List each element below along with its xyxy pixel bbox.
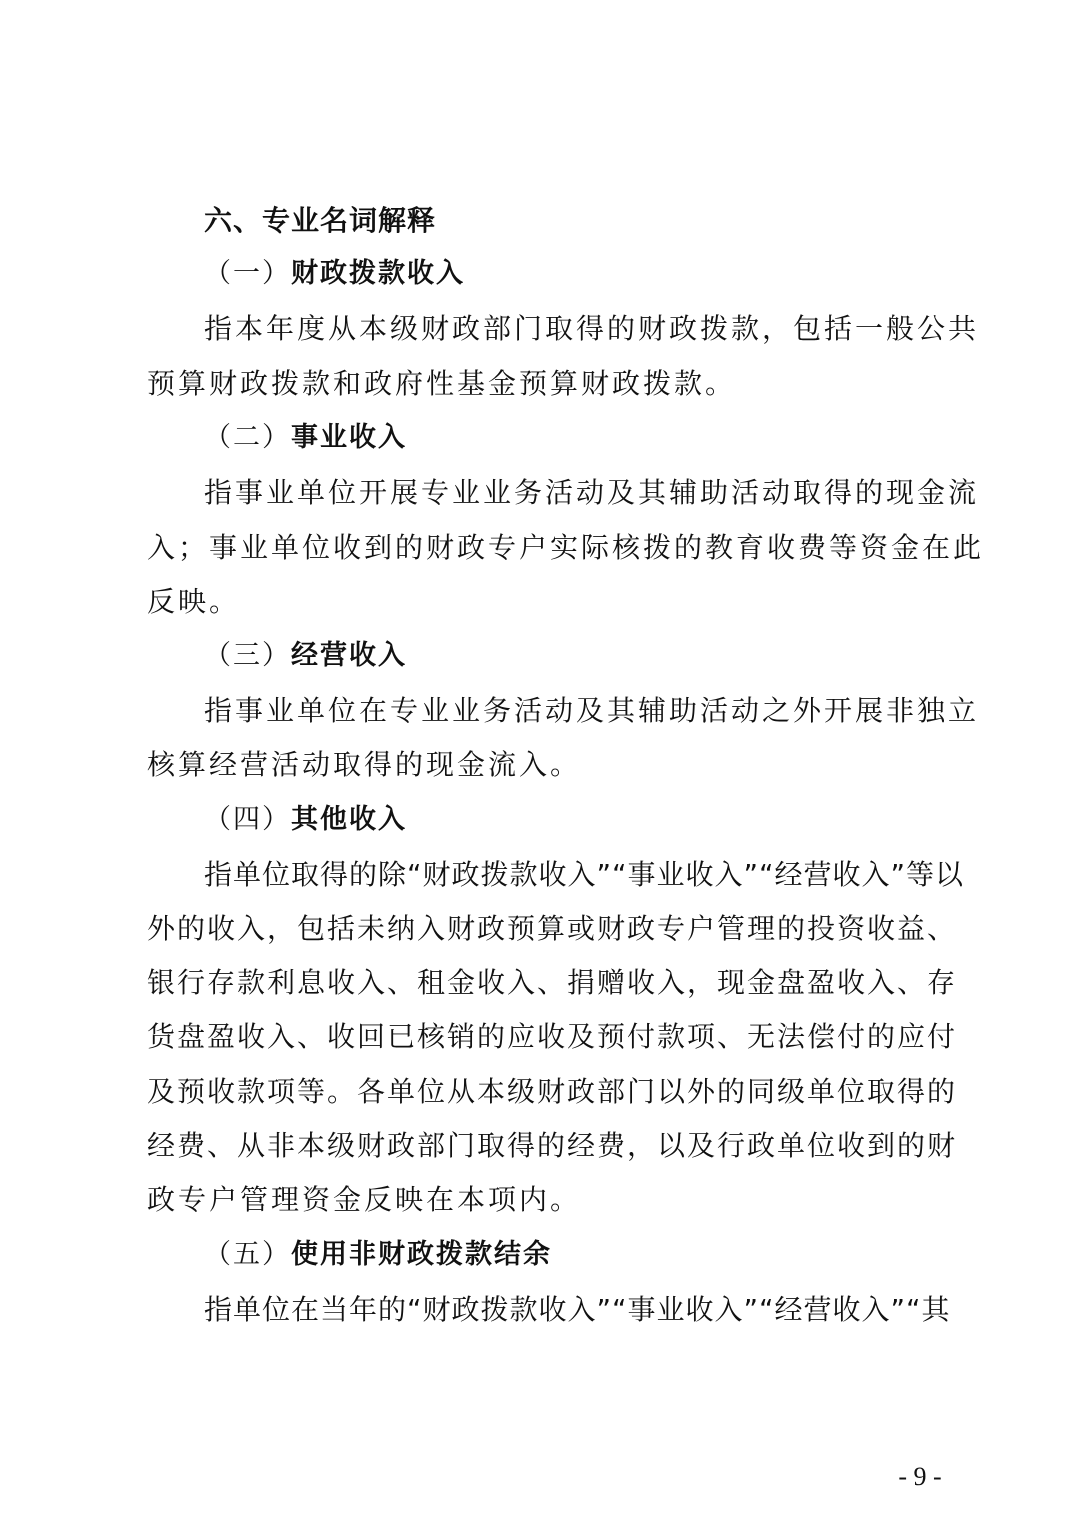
- subsection-title: [204, 418, 407, 458]
- subsection-name: 使用非财政拨款结余: [291, 1239, 552, 1270]
- subsection-number: （四）: [204, 804, 291, 835]
- subsection-name: 事业收入: [291, 422, 407, 453]
- paragraph-line: 经费、从非本级财政部门取得的经费，以及行政单位收到的财: [147, 1129, 958, 1162]
- subsection-number: （二）: [204, 422, 291, 453]
- paragraph-line: 指本年度从本级财政部门取得的财政拨款，包括一般公共: [204, 312, 980, 345]
- paragraph-line: 政专户管理资金反映在本项内。: [147, 1183, 582, 1216]
- paragraph-line: 及预收款项等。各单位从本级财政部门以外的同级单位取得的: [147, 1075, 958, 1108]
- subsection-title: [204, 636, 407, 676]
- subsection-number: （一）: [204, 258, 291, 289]
- paragraph-line: 核算经营活动取得的现金流入。: [147, 748, 582, 781]
- subsection-number: （五）: [204, 1239, 291, 1270]
- paragraph-line: 货盘盈收入、收回已核销的应收及预付款项、无法偿付的应付: [147, 1020, 958, 1053]
- subsection-title: [204, 1235, 552, 1275]
- subsection-number: （三）: [204, 640, 291, 671]
- subsection-name: 财政拨款收入: [291, 258, 465, 289]
- subsection-name: 经营收入: [291, 640, 407, 671]
- paragraph-line: 指单位在当年的“财政拨款收入”“事业收入”“经营收入”“其: [204, 1293, 951, 1326]
- page-number: - 9 -: [898, 1462, 942, 1491]
- paragraph-line: 银行存款利息收入、租金收入、捐赠收入，现金盘盈收入、存: [147, 966, 958, 999]
- paragraph-line: 外的收入，包括未纳入财政预算或财政专户管理的投资收益、: [147, 912, 958, 945]
- paragraph-line: 指单位取得的除“财政拨款收入”“事业收入”“经营收入”等以: [204, 858, 965, 891]
- paragraph-line: 指事业单位在专业业务活动及其辅助活动之外开展非独立: [204, 694, 980, 727]
- paragraph-line: 指事业单位开展专业业务活动及其辅助活动取得的现金流: [204, 476, 980, 509]
- subsection-title: [204, 800, 407, 840]
- subsection-title: [204, 254, 465, 294]
- paragraph-line: 预算财政拨款和政府性基金预算财政拨款。: [147, 367, 737, 400]
- subsection-name: 其他收入: [291, 804, 407, 835]
- paragraph-line: 反映。: [147, 585, 241, 618]
- paragraph-line: 入；事业单位收到的财政专户实际核拨的教育收费等资金在此: [147, 531, 985, 564]
- section-heading: 六、专业名词解释: [204, 204, 437, 237]
